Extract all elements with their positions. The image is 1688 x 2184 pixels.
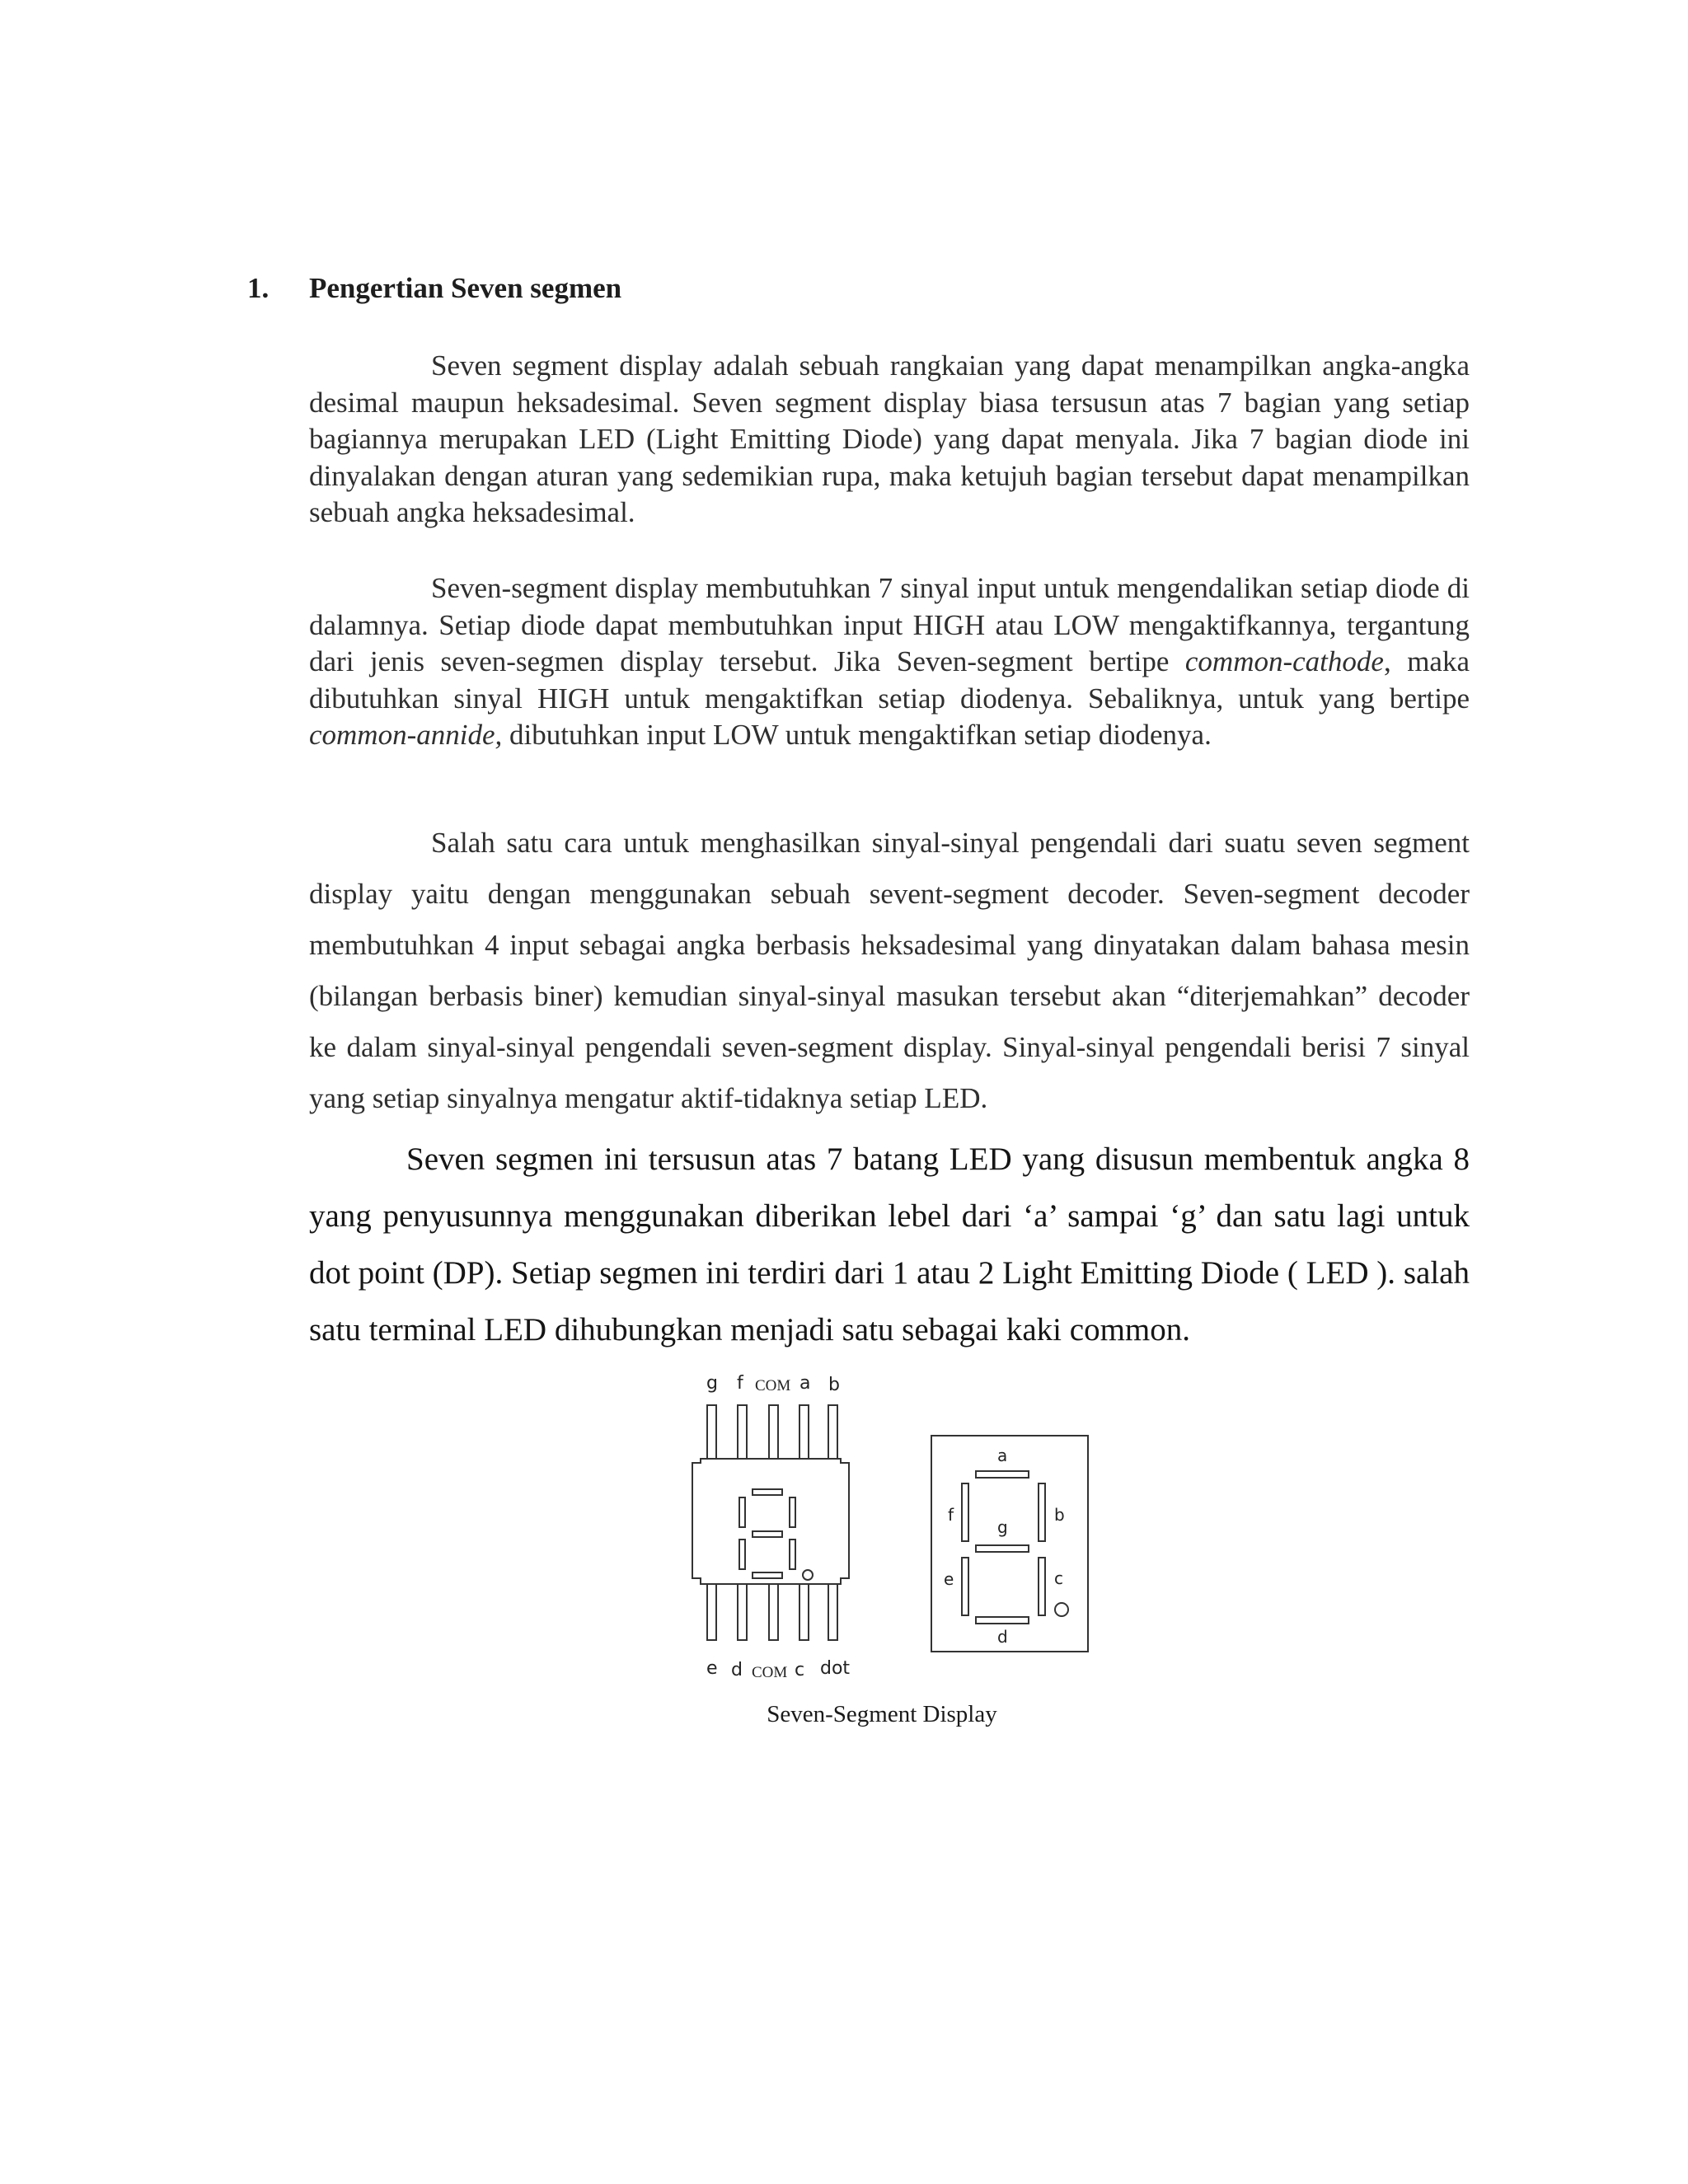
pin-label-com-top: COM xyxy=(755,1377,791,1394)
pin-label-f: f xyxy=(737,1373,743,1394)
ref-seg-dot xyxy=(1055,1603,1068,1616)
small-seg-e xyxy=(739,1540,745,1569)
pin-top-f xyxy=(738,1405,747,1459)
seg-label-f: f xyxy=(948,1505,954,1525)
paragraph-4-text: Seven segmen ini tersusun atas 7 batang LED yang disusun membentuk angka 8 yang penyusunnya menggunakan diberikan lebel dari ‘a’ sampai ‘g’ dan satu lagi untuk dot point (DP). Setiap segmen ini terdiri dari 1 atau 2 Light Emitting Diode ( LED ). salah satu terminal LED dihubungkan menjadi satu sebagai kaki common. xyxy=(309,1141,1470,1347)
pin-bottom-c xyxy=(799,1584,809,1640)
seg-label-a: a xyxy=(997,1446,1008,1465)
pin-top-b xyxy=(828,1405,837,1459)
term-common-annide: common-annide, xyxy=(309,719,503,751)
pin-label-g: g xyxy=(706,1373,718,1394)
seven-segment-figure xyxy=(684,1364,1113,1825)
pin-label-a: a xyxy=(799,1373,811,1394)
small-seg-c xyxy=(790,1540,795,1569)
package-body xyxy=(692,1459,849,1584)
small-seg-b xyxy=(790,1497,795,1527)
pin-top-com xyxy=(769,1405,778,1459)
paragraph-decoder xyxy=(309,818,1470,1124)
small-seg-g xyxy=(753,1531,782,1537)
pin-bottom-d xyxy=(738,1584,747,1640)
pin-bottom-e xyxy=(707,1584,716,1640)
pin-label-c: c xyxy=(795,1660,805,1680)
ref-seg-b xyxy=(1039,1483,1045,1541)
small-seg-dot xyxy=(803,1570,813,1580)
ref-seg-f xyxy=(962,1483,968,1541)
seg-label-b: b xyxy=(1054,1505,1065,1525)
seg-label-g: g xyxy=(997,1517,1008,1537)
pin-bottom-dot xyxy=(828,1584,837,1640)
pin-label-dot: dot xyxy=(820,1658,851,1679)
paragraph-2-text-a: Seven-segment display membutuhkan 7 sinyal input untuk mengendalikan setiap diode di dalamnya. Setiap diode dapat membutuhkan input HIGH atau LOW mengaktifkannya, tergantung dari jenis seven-segmen display tersebut. Jika Seven-segment bertipe xyxy=(309,572,1470,677)
seg-label-d: d xyxy=(997,1627,1008,1647)
ref-seg-e xyxy=(962,1558,968,1615)
paragraph-1-text: Seven segment display adalah sebuah rangkaian yang dapat menampilkan angka-angka desimal maupun heksadesimal. Seven segment display biasa tersusun atas 7 bagian yang setiap bagiannya merupakan LED (Light Emitting Diode) yang dapat menyala. Jika 7 bagian diode ini dinyalakan dengan aturan yang sedemikian rupa, maka ketujuh bagian tersebut dapat menampilkan sebuah angka heksadesimal. xyxy=(309,349,1470,528)
pin-label-d: d xyxy=(731,1660,743,1680)
pin-label-b: b xyxy=(828,1375,840,1395)
pin-label-com-bottom: COM xyxy=(752,1664,788,1681)
small-seg-f xyxy=(739,1497,745,1527)
paragraph-2-text-b: , maka dibutuhkan sinyal HIGH untuk mengaktifkan setiap diodenya. Sebaliknya, untuk yang bertipe xyxy=(309,645,1470,715)
pin-top-g xyxy=(707,1405,716,1459)
paragraph-definition xyxy=(309,348,1470,532)
seg-label-e: e xyxy=(944,1569,954,1589)
reference-frame xyxy=(931,1436,1088,1652)
small-seg-a xyxy=(753,1489,782,1495)
paragraph-2-text-c: dibutuhkan input LOW untuk mengaktifkan setiap diodenya. xyxy=(502,719,1212,751)
pin-label-e: e xyxy=(706,1658,718,1679)
pin-bottom-com xyxy=(769,1584,778,1640)
section-heading xyxy=(247,272,621,305)
paragraph-segments xyxy=(309,1131,1470,1358)
ref-seg-a xyxy=(976,1471,1029,1478)
pin-top-a xyxy=(799,1405,809,1459)
paragraph-3-text: Salah satu cara untuk menghasilkan sinyal-sinyal pengendali dari suatu seven segment display yaitu dengan menggunakan sebuah sevent-segment decoder. Seven-segment decoder membutuhkan 4 input sebagai angka berbasis heksadesimal yang dinyatakan dalam bahasa mesin (bilangan berbasis biner) kemudian sinyal-sinyal masukan tersebut akan “diterjemahkan” decoder ke dalam sinyal-sinyal pengendali seven-segment display. Sinyal-sinyal pengendali berisi 7 sinyal yang setiap sinyalnya mengatur aktif-tidaknya setiap LED. xyxy=(309,827,1470,1114)
section-title: Pengertian Seven segmen xyxy=(309,272,622,304)
ref-seg-d xyxy=(976,1617,1029,1624)
seg-label-c: c xyxy=(1054,1568,1063,1588)
paragraph-input-signals xyxy=(309,570,1470,754)
small-seg-d xyxy=(753,1572,782,1578)
ref-seg-g xyxy=(976,1545,1029,1552)
ref-seg-c xyxy=(1039,1558,1045,1615)
section-number: 1. xyxy=(247,272,270,304)
figure-caption: Seven-Segment Display xyxy=(767,1701,997,1727)
seven-segment-diagram xyxy=(684,1364,1113,1694)
term-common-cathode: common-cathode xyxy=(1184,645,1384,677)
